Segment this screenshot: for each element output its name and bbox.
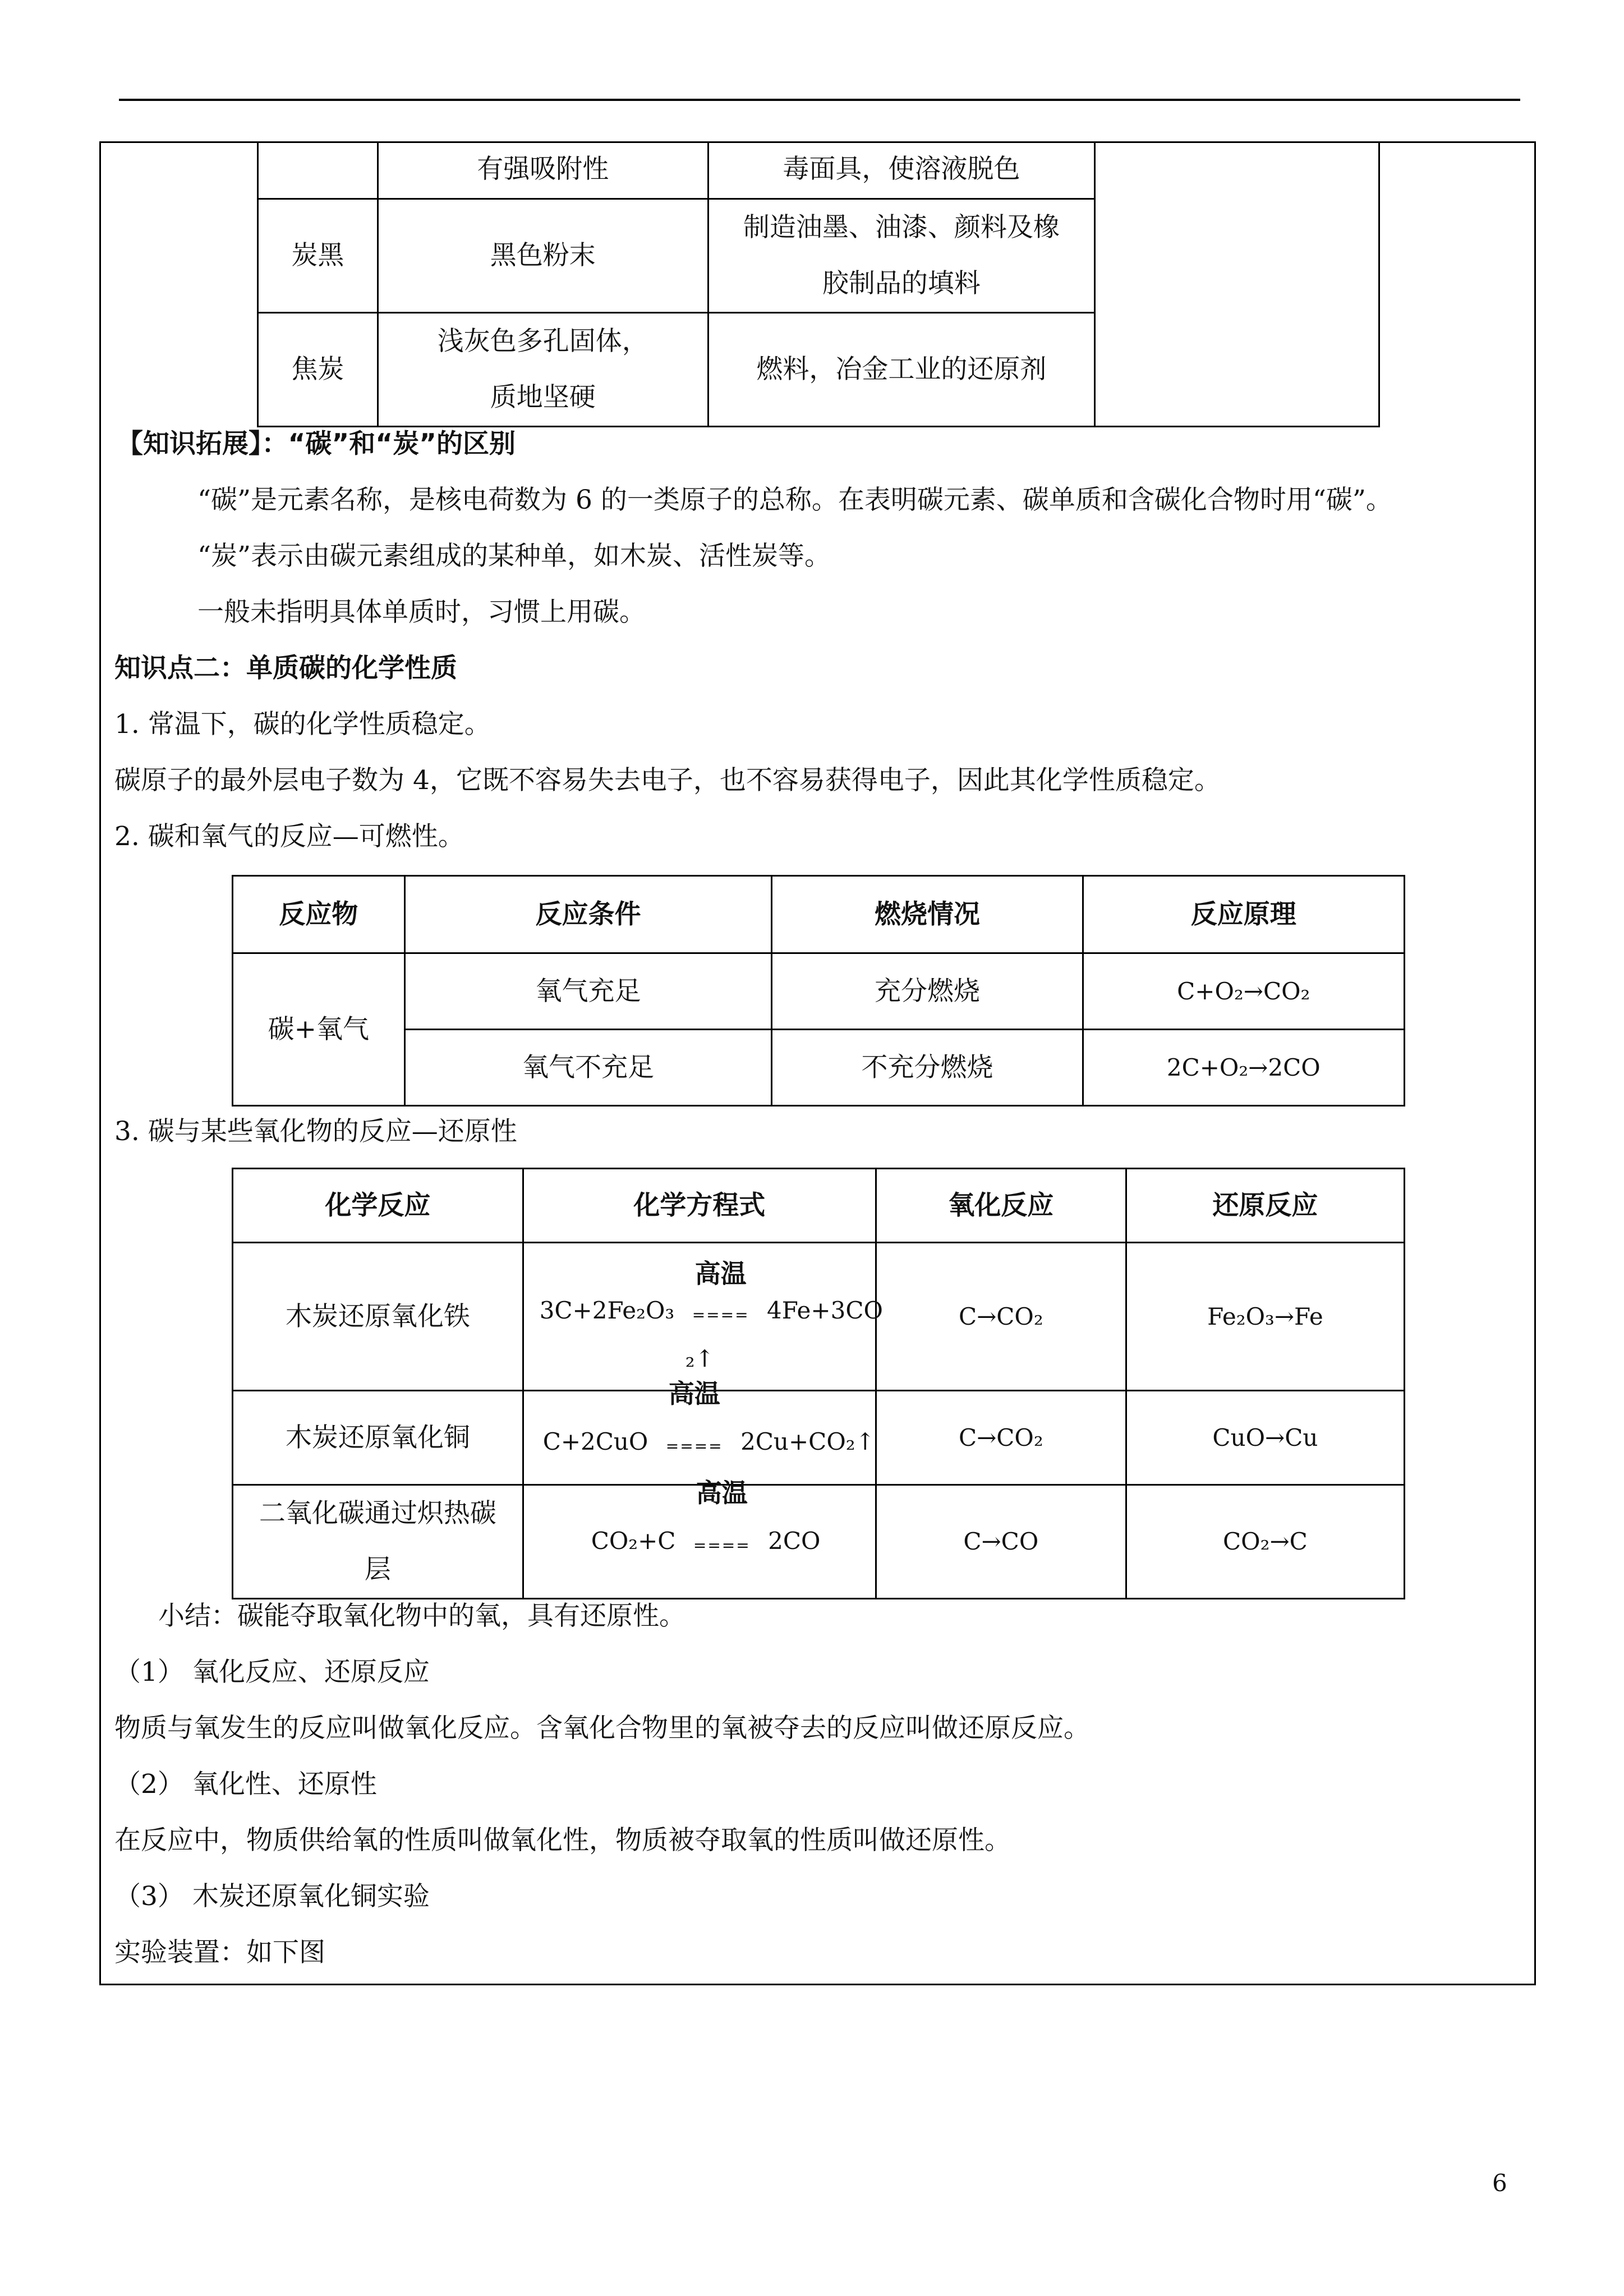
table-cell: 毒面具，使溶液脱色	[708, 141, 1094, 199]
table-cell	[258, 141, 378, 199]
eq-right: 2CO	[768, 1527, 821, 1555]
summary-s2-text: 在反应中，物质供给氧的性质叫做氧化性，物质被夺取氧的性质叫做还原性。	[114, 1825, 1011, 1856]
table-header: 还原反应	[1126, 1169, 1404, 1243]
table-header: 燃烧情况	[772, 876, 1083, 953]
cond-bar: ====	[693, 1536, 751, 1555]
point2-heading: 知识点二：单质碳的化学性质	[114, 653, 457, 684]
table-cell: C+O₂→CO₂	[1083, 953, 1404, 1030]
cond-label: 高温	[668, 1378, 720, 1409]
point2-item2: 2. 碳和氧气的反应—可燃性。	[114, 821, 464, 852]
summary-conclusion: 小结：碳能夺取氧化物中的氧，具有还原性。	[158, 1601, 686, 1631]
table-header: 反应原理	[1083, 876, 1404, 953]
table-cell: C→CO₂	[876, 1391, 1126, 1485]
table-cell: 氧气不充足	[404, 1030, 772, 1106]
eq-right: 4Fe+3CO	[766, 1296, 883, 1324]
table-header: 氧化反应	[876, 1169, 1126, 1243]
reaction-condition	[691, 1478, 753, 1571]
equation-cell	[523, 1478, 876, 1599]
summary-s3-title: （3） 木炭还原氧化铜实验	[114, 1881, 430, 1912]
page-number: 6	[1492, 2169, 1507, 2197]
table-cell: 充分燃烧	[772, 953, 1083, 1030]
cell-line: 二氧化碳通过炽热碳	[259, 1498, 496, 1529]
cell-line: 制造油墨、油漆、颜料及橡	[743, 211, 1060, 243]
cell-line: 胶制品的填料	[822, 268, 981, 299]
eq-left: 3C+2Fe₂O₃	[539, 1296, 675, 1324]
equation-cell	[523, 1378, 876, 1485]
carbon-forms-table	[257, 141, 1380, 427]
table-header: 化学反应	[233, 1169, 523, 1243]
cond-bar: ====	[665, 1436, 723, 1455]
table-cell: C→CO₂	[876, 1243, 1126, 1391]
knowledge-ext-p2: “炭”表示由碳元素组成的某种单，如木炭、活性炭等。	[197, 541, 831, 571]
summary-s2-title: （2） 氧化性、还原性	[114, 1769, 377, 1800]
knowledge-ext-heading: 【知识拓展】：“碳”和“炭”的区别	[117, 428, 516, 459]
cell-line: 浅灰色多孔固体，	[437, 325, 648, 357]
eq-tail: ₂↑	[685, 1344, 715, 1372]
point2-item1-text: 碳原子的最外层电子数为 4，它既不容易失去电子，也不容易获得电子，因此其化学性质稳定。	[114, 765, 1221, 796]
point2-item3: 3. 碳与某些氧化物的反应—还原性	[114, 1116, 517, 1147]
table-cell-empty	[1094, 141, 1379, 426]
table-header: 反应物	[233, 876, 405, 953]
table-cell: 木炭还原氧化铜	[233, 1391, 523, 1485]
eq-left: C+2CuO	[542, 1427, 648, 1455]
knowledge-ext-p1: “碳”是元素名称，是核电荷数为 6 的一类原子的总称。在表明碳元素、碳单质和含碳化合物时用“碳”。	[197, 485, 1392, 515]
table-cell: 木炭还原氧化铁	[233, 1243, 523, 1391]
table-cell	[378, 312, 708, 426]
header-rule	[119, 99, 1520, 101]
knowledge-ext-p3: 一般未指明具体单质时，习惯上用碳。	[197, 597, 646, 628]
equation-cell	[523, 1243, 883, 1391]
summary-s3-text: 实验装置：如下图	[114, 1937, 325, 1968]
cell-line: 层	[364, 1554, 391, 1585]
point2-item1: 1. 常温下，碳的化学性质稳定。	[114, 709, 491, 740]
table-cell: Fe₂O₃→Fe	[1126, 1243, 1404, 1391]
table-cell: 黑色粉末	[378, 199, 708, 312]
cond-label: 高温	[696, 1478, 748, 1508]
reaction-condition	[664, 1378, 725, 1472]
cond-label: 高温	[694, 1258, 747, 1289]
summary-s1-text: 物质与氧发生的反应叫做氧化反应。含氧化合物里的氧被夺去的反应叫做还原反应。	[114, 1713, 1090, 1744]
cell-line: 质地坚硬	[490, 381, 596, 413]
table-cell: 碳+氧气	[233, 953, 405, 1106]
table-cell	[233, 1485, 523, 1599]
table-cell	[708, 199, 1094, 312]
table-cell: CuO→Cu	[1126, 1391, 1404, 1485]
combustion-table	[232, 875, 1405, 1106]
reduction-table	[232, 1168, 1405, 1599]
summary-s1-title: （1） 氧化反应、还原反应	[114, 1657, 430, 1688]
table-cell: 氧气充足	[404, 953, 772, 1030]
table-cell: C→CO	[876, 1485, 1126, 1599]
table-cell: CO₂→C	[1126, 1485, 1404, 1599]
reaction-condition	[690, 1258, 752, 1329]
table-cell: 2C+O₂→2CO	[1083, 1030, 1404, 1106]
table-cell: 炭黑	[258, 199, 378, 312]
eq-left: CO₂+C	[591, 1527, 676, 1555]
eq-right: 2Cu+CO₂↑	[740, 1427, 875, 1455]
table-cell: 有强吸附性	[378, 141, 708, 199]
table-cell: 焦炭	[258, 312, 378, 426]
table-header: 化学方程式	[523, 1169, 876, 1243]
table-cell: 不充分燃烧	[772, 1030, 1083, 1106]
table-header: 反应条件	[404, 876, 772, 953]
table-cell: 燃料，冶金工业的还原剂	[708, 312, 1094, 426]
cond-bar: ====	[692, 1305, 749, 1324]
